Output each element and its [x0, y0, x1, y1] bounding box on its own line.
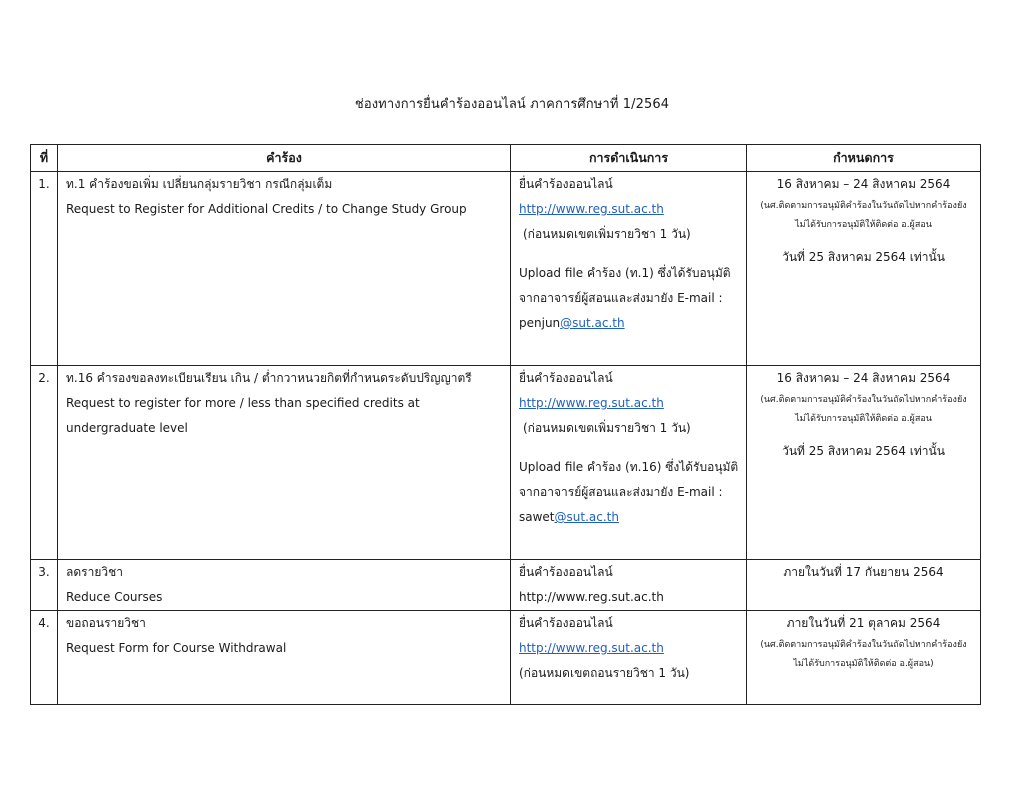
submit-online-label: ยื่นคำร้องออนไลน์	[519, 616, 613, 630]
request-english: Request to Register for Additional Credits / to Change Study Group	[66, 202, 467, 216]
deadline-upload-date: วันที่ 25 สิงหาคม 2564 เท่านั้น	[782, 444, 945, 458]
header-deadline: กำหนดการ	[747, 145, 981, 172]
deadline-cell	[747, 172, 981, 366]
upload-instruction: Upload file คำร้อง (ท.16) ซึ่งได้รับอนุมัติ	[519, 460, 739, 474]
deadline-note-2: ไม่ได้รับการอนุมัติให้ติดต่อ อ.ผู้สอน	[795, 414, 932, 424]
request-english: Request to register for more / less than specified credits at	[66, 396, 420, 410]
submit-online-label: ยื่นคำร้องออนไลน์	[519, 177, 613, 191]
header-no: ที่	[31, 145, 58, 172]
deadline-cell	[747, 611, 981, 705]
action-note: (ก่อนหมดเขตถอนรายวิชา 1 วัน)	[519, 666, 690, 680]
request-thai: ท.16 คำรองขอลงทะเบียนเรียน เกิน / ต่ำกวาหนวยกิตที่กำหนดระดับปริญญาตรี	[66, 371, 472, 385]
table-header-row	[31, 145, 981, 172]
deadline-date: ภายในวันที่ 21 ตุลาคม 2564	[786, 616, 941, 630]
submit-online-label: ยื่นคำร้องออนไลน์	[519, 565, 613, 579]
request-cell	[58, 560, 511, 611]
upload-instruction: Upload file คำร้อง (ท.1) ซึ่งได้รับอนุมัติ	[519, 266, 731, 280]
deadline-date: 16 สิงหาคม – 24 สิงหาคม 2564	[776, 371, 951, 385]
deadline-note-1: (นศ.ติดตามการอนุมัติคำร้องในวันถัดไปหากคำร้องยัง	[760, 640, 967, 650]
email-address[interactable]: sawet@sut.ac.th	[519, 510, 619, 524]
deadline-note-2: ไม่ได้รับการอนุมัติให้ติดต่อ อ.ผู้สอน)	[793, 659, 934, 669]
request-thai: ลดรายวิชา	[66, 565, 123, 579]
deadline-cell	[747, 560, 981, 611]
header-request: คำร้อง	[58, 145, 511, 172]
action-cell	[511, 560, 747, 611]
deadline-cell	[747, 366, 981, 560]
deadline-note-2: ไม่ได้รับการอนุมัติให้ติดต่อ อ.ผู้สอน	[795, 220, 932, 230]
deadline-date: 16 สิงหาคม – 24 สิงหาคม 2564	[776, 177, 951, 191]
request-english: Reduce Courses	[66, 590, 163, 604]
deadline-upload-date: วันที่ 25 สิงหาคม 2564 เท่านั้น	[782, 250, 945, 264]
action-cell	[511, 366, 747, 560]
reg-link[interactable]: http://www.reg.sut.ac.th	[519, 396, 664, 410]
email-instruction: จากอาจารย์ผู้สอนและส่งมายัง E-mail :	[519, 485, 723, 499]
request-cell	[58, 611, 511, 705]
request-english-2: undergraduate level	[66, 421, 188, 435]
reg-url-text: http://www.reg.sut.ac.th	[519, 590, 664, 604]
request-cell	[58, 172, 511, 366]
email-instruction: จากอาจารย์ผู้สอนและส่งมายัง E-mail :	[519, 291, 723, 305]
email-address[interactable]: penjun@sut.ac.th	[519, 316, 625, 330]
action-cell	[511, 172, 747, 366]
request-cell	[58, 366, 511, 560]
table-row	[31, 366, 981, 560]
reg-link[interactable]: http://www.reg.sut.ac.th	[519, 202, 664, 216]
table-row	[31, 560, 981, 611]
deadline-note-1: (นศ.ติดตามการอนุมัติคำร้องในวันถัดไปหากคำร้องยัง	[760, 395, 967, 405]
request-thai: ขอถอนรายวิชา	[66, 616, 146, 630]
table-row	[31, 172, 981, 366]
request-english: Request Form for Course Withdrawal	[66, 641, 287, 655]
action-note: (ก่อนหมดเขตเพิ่มรายวิชา 1 วัน)	[523, 227, 691, 241]
deadline-date: ภายในวันที่ 17 กันยายน 2564	[783, 565, 944, 579]
deadline-note-1: (นศ.ติดตามการอนุมัติคำร้องในวันถัดไปหากคำร้องยัง	[760, 201, 967, 211]
action-note: (ก่อนหมดเขตเพิ่มรายวิชา 1 วัน)	[523, 421, 691, 435]
request-thai: ท.1 คำร้องขอเพิ่ม เปลี่ยนกลุ่มรายวิชา กรณีกลุ่มเต็ม	[66, 177, 333, 191]
table-row	[31, 611, 981, 705]
row-number: 2.	[31, 366, 58, 560]
requests-table	[30, 144, 981, 705]
reg-link[interactable]: http://www.reg.sut.ac.th	[519, 641, 664, 655]
row-number: 1.	[31, 172, 58, 366]
submit-online-label: ยื่นคำร้องออนไลน์	[519, 371, 613, 385]
row-number: 4.	[31, 611, 58, 705]
header-action: การดำเนินการ	[511, 145, 747, 172]
document-title: ช่องทางการยื่นคำร้องออนไลน์ ภาคการศึกษาที่ 1/2564	[354, 97, 670, 112]
action-cell	[511, 611, 747, 705]
row-number: 3.	[31, 560, 58, 611]
